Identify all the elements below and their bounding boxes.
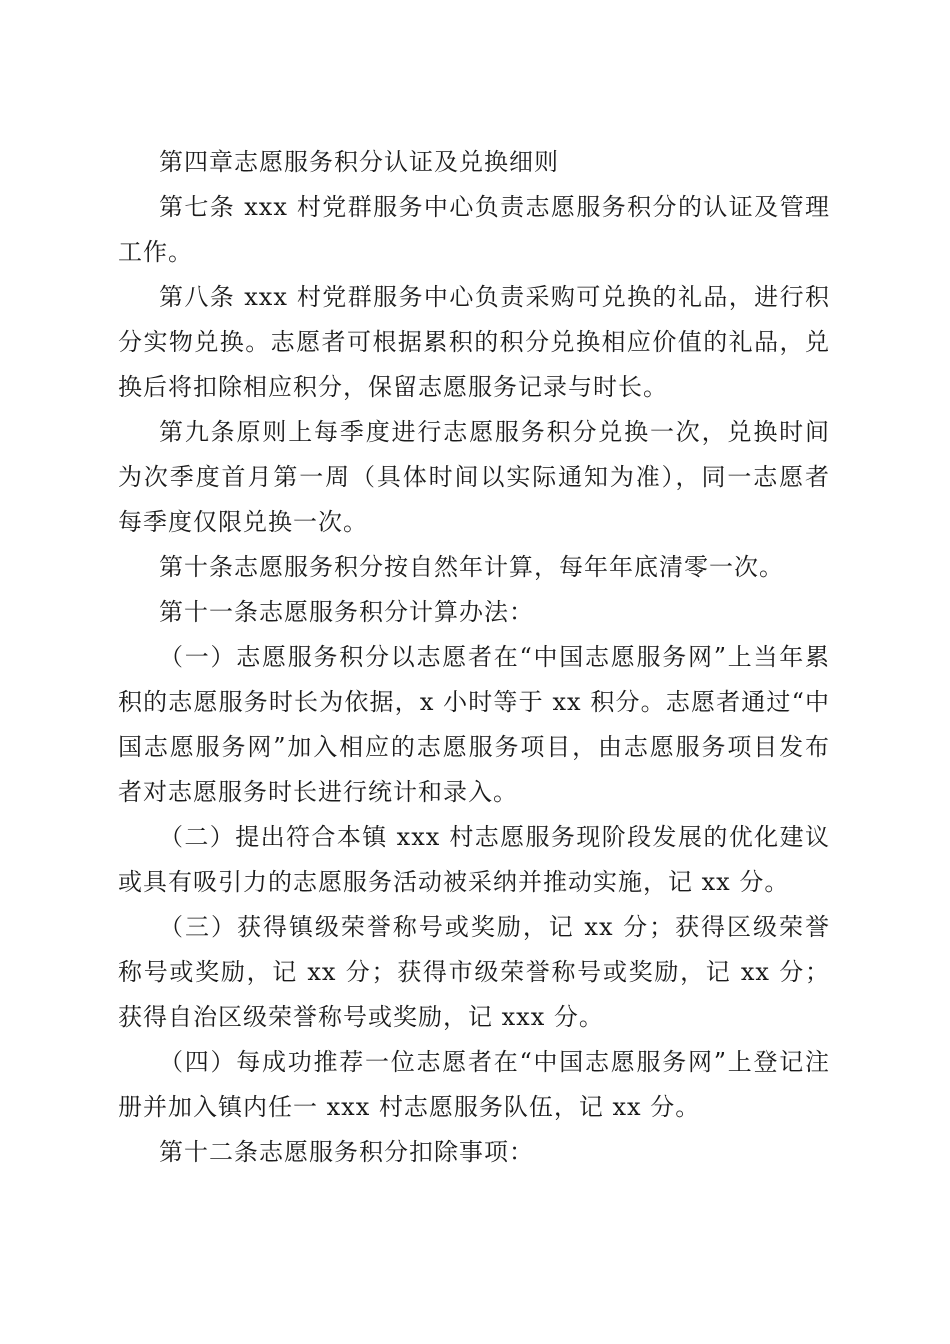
chapter-heading: 第四章志愿服务积分认证及兑换细则 [159, 148, 559, 176]
article-8: 第八条 xxx 村党群服务中心负责采购可兑换的礼品，进行积分实物兑换。志愿者可根据累积的积分兑换相应价值的礼品，兑换后将扣除相应积分，保留志愿服务记录与时长。 [118, 283, 830, 401]
article-11-item-2: （二）提出符合本镇 xxx 村志愿服务现阶段发展的优化建议或具有吸引力的志愿服务活动被采纳并推动实施，记 xx 分。 [118, 823, 830, 896]
article-11-item-3: （三）获得镇级荣誉称号或奖励，记 xx 分；获得区级荣誉称号或奖励，记 xx 分；获得市级荣誉称号或奖励，记 xx 分；获得自治区级荣誉称号或奖励，记 xxx 分。 [118, 913, 830, 1031]
article-10: 第十条志愿服务积分按自然年计算，每年年底清零一次。 [159, 553, 784, 581]
article-9: 第九条原则上每季度进行志愿服务积分兑换一次，兑换时间为次季度首月第一周（具体时间以实际通知为准），同一志愿者每季度仅限兑换一次。 [118, 418, 830, 536]
article-11-item-4: （四）每成功推荐一位志愿者在“中国志愿服务网”上登记注册并加入镇内任一 xxx 村志愿服务队伍，记 xx 分。 [118, 1048, 830, 1121]
article-7: 第七条 xxx 村党群服务中心负责志愿服务积分的认证及管理工作。 [118, 193, 830, 266]
article-11-item-1: （一）志愿服务积分以志愿者在“中国志愿服务网”上当年累积的志愿服务时长为依据，x 小时等于 xx 积分。志愿者通过“中国志愿服务网”加入相应的志愿服务项目，由志愿服务项目发布者对志愿服务时长进行统计和录入。 [118, 643, 830, 806]
document-page [118, 140, 830, 1175]
article-12: 第十二条志愿服务积分扣除事项： [159, 1138, 534, 1166]
article-11: 第十一条志愿服务积分计算办法： [159, 598, 534, 626]
